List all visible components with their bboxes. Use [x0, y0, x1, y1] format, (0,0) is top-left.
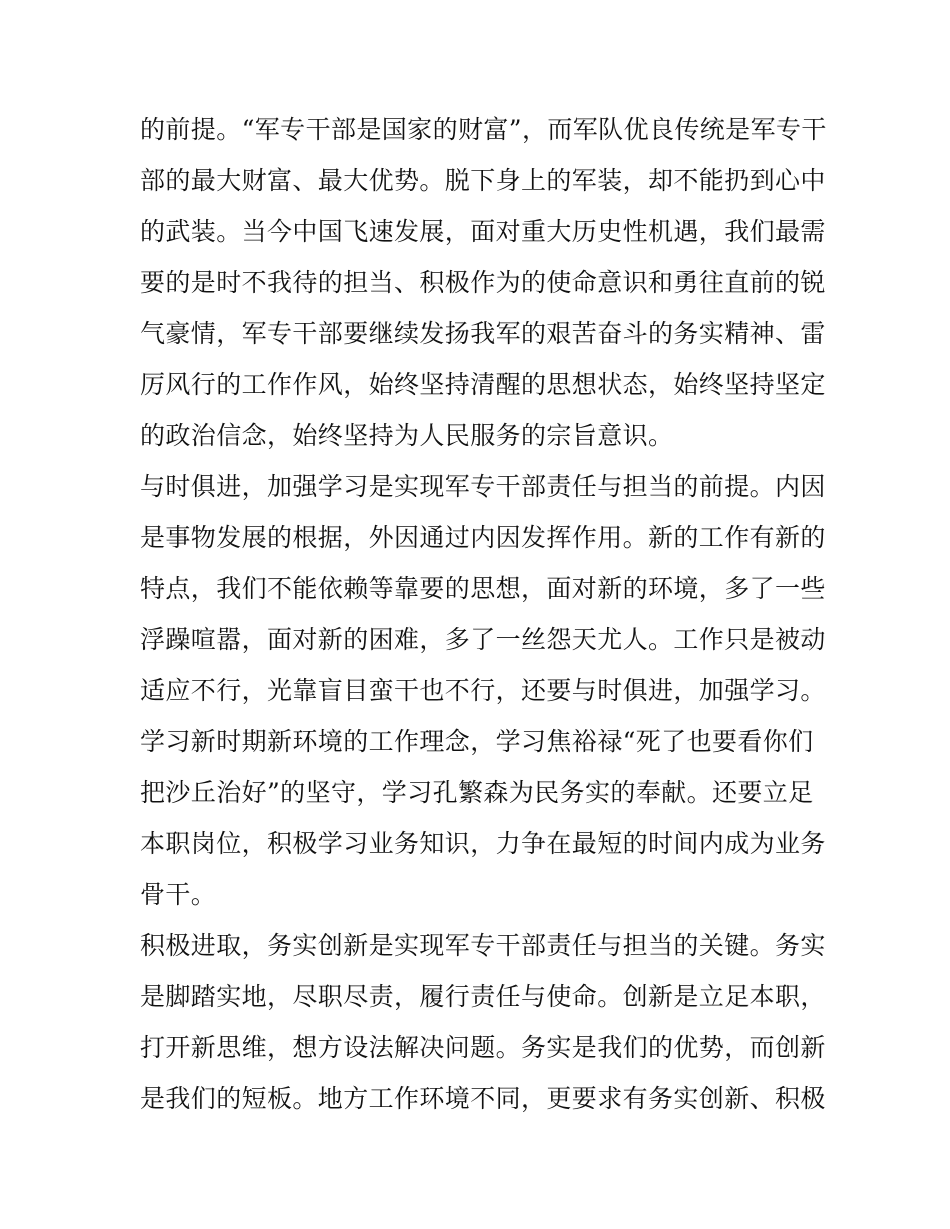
text-line: 本职岗位，积极学习业务知识，力争在最短的时间内成为业务 — [140, 829, 826, 858]
text-line: 是事物发展的根据，外因通过内因发挥作用。新的工作有新的 — [140, 523, 826, 552]
text-line: 部的最大财富、最大优势。脱下身上的军装，却不能扔到心中 — [140, 166, 826, 195]
text-line: 学习新时期新环境的工作理念，学习焦裕禄“死了也要看你们 — [140, 727, 814, 756]
text-line: 适应不行，光靠盲目蛮干也不行，还要与时俱进，加强学习。 — [140, 676, 826, 705]
text-line: 骨干。 — [140, 880, 217, 909]
text-line: 是我们的短板。地方工作环境不同，更要求有务实创新、积极 — [140, 1084, 826, 1113]
text-line: 的前提。“军专干部是国家的财富”，而军队优良传统是军专干 — [140, 115, 827, 144]
text-line: 的政治信念，始终坚持为人民服务的宗旨意识。 — [140, 421, 674, 450]
text-line: 厉风行的工作作风，始终坚持清醒的思想状态，始终坚持坚定 — [140, 370, 826, 399]
text-line: 气豪情，军专干部要继续发扬我军的艰苦奋斗的务实精神、雷 — [140, 319, 826, 348]
text-line: 与时俱进，加强学习是实现军专干部责任与担当的前提。内因 — [140, 472, 826, 501]
text-line: 是脚踏实地，尽职尽责，履行责任与使命。创新是立足本职， — [140, 982, 826, 1011]
text-line: 要的是时不我待的担当、积极作为的使命意识和勇往直前的锐 — [140, 268, 826, 297]
text-line: 浮躁喧嚣，面对新的困难，多了一丝怨天尤人。工作只是被动 — [140, 625, 826, 654]
text-line: 把沙丘治好”的坚守，学习孔繁森为民务实的奉献。还要立足 — [140, 778, 814, 807]
text-line: 打开新思维，想方设法解决问题。务实是我们的优势，而创新 — [140, 1033, 826, 1062]
text-line: 积极进取，务实创新是实现军专干部责任与担当的关键。务实 — [140, 931, 826, 960]
text-line: 的武装。当今中国飞速发展，面对重大历史性机遇，我们最需 — [140, 217, 826, 246]
body-text — [140, 104, 830, 1124]
text-line: 特点，我们不能依赖等靠要的思想，面对新的环境，多了一些 — [140, 574, 826, 603]
